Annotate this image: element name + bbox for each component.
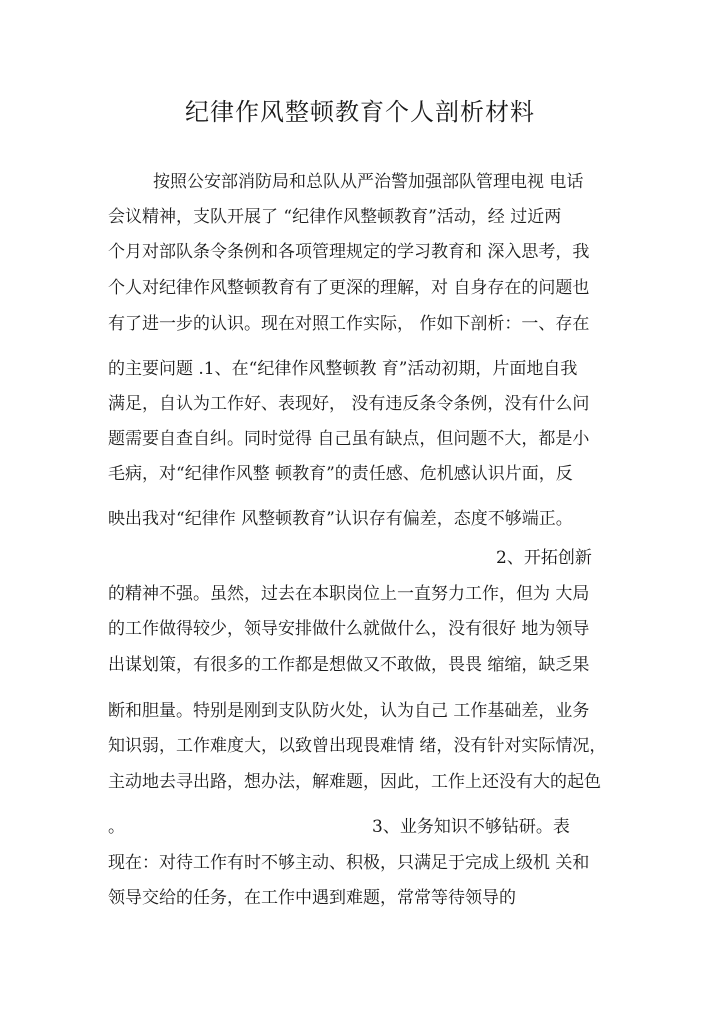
paragraph-line: 主动地去寻出路，想办法，解难题，因此，工作上还没有大的起色	[108, 772, 601, 792]
section-heading-line: 3、业务知识不够钻研。表	[372, 817, 570, 837]
paragraph-line: 出谋划策，有很多的工作都是想做又不敢做，畏畏 缩缩，缺乏果	[108, 655, 590, 675]
paragraph-line: 的主要问题 .1、在“纪律作风整顿教 育”活动初期，片面地自我	[108, 359, 578, 379]
section-heading-line: 2、开拓创新	[496, 548, 592, 568]
paragraph-line: 的精神不强。虽然，过去在本职岗位上一直努力工作，但为 大局	[108, 584, 590, 604]
document-title: 纪律作风整顿教育个人剖析材料	[185, 98, 535, 126]
paragraph-line: 知识弱，工作难度大，以致曾出现畏难情 绪，没有针对实际情况，	[108, 736, 607, 756]
paragraph-line: 个月对部队条令条例和各项管理规定的学习教育和 深入思考，我	[108, 242, 590, 262]
paragraph-line: 会议精神，支队开展了 “纪律作风整顿教育”活动，经 过近两	[108, 207, 562, 227]
paragraph-line: 毛病，对“纪律作风整 顿教育”的责任感、危机感认识片面，反	[108, 464, 573, 484]
paragraph-line: 。	[108, 817, 125, 837]
paragraph-line: 个人对纪律作风整顿教育有了更深的理解，对 自身存在的问题也	[108, 278, 590, 298]
paragraph-line: 断和胆量。特别是刚到支队防火处，认为自己 工作基础差，业务	[108, 701, 590, 721]
paragraph-line: 有了进一步的认识。现在对照工作实际， 作如下剖析：一、存在	[108, 314, 590, 334]
paragraph-line: 领导交给的任务，在工作中遇到难题，常常等待领导的	[108, 888, 516, 908]
paragraph-line: 映出我对“纪律作 风整顿教育”认识存有偏差，态度不够端正。	[108, 509, 573, 529]
paragraph-line: 满足，自认为工作好、表现好， 没有违反条令条例，没有什么问	[108, 394, 590, 414]
paragraph-line: 题需要自查自纠。同时觉得 自己虽有缺点，但问题不大，都是小	[108, 429, 590, 449]
paragraph-line: 现在：对待工作有时不够主动、积极，只满足于完成上级机 关和	[108, 853, 590, 873]
paragraph-line: 按照公安部消防局和总队从严治警加强部队管理电视 电话	[153, 172, 584, 192]
paragraph-line: 的工作做得较少，领导安排做什么就做什么，没有很好 地为领导	[108, 619, 590, 639]
